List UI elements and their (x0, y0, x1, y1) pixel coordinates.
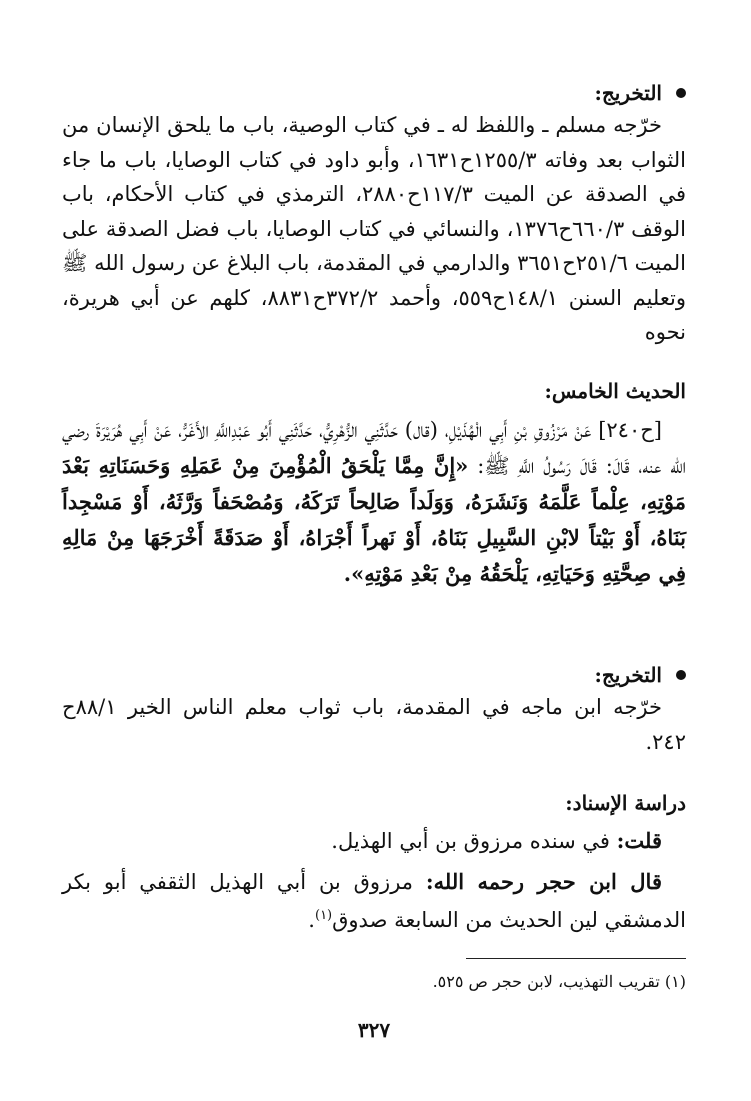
hadith-text (62, 412, 686, 592)
ibn-hajar-label: قال ابن حجر رحمه الله: (425, 868, 662, 894)
page-body (62, 78, 686, 1042)
takhrij-heading-2: التخريج: (62, 660, 686, 690)
takhrij-section-1 (62, 78, 686, 350)
qultu-paragraph (62, 824, 686, 859)
hadith-matn: «إِنَّ مِمَّا يَلْحَقُ الْمُؤْمِنَ مِنْ عَمَلِهِ وَحَسَنَاتِهِ بَعْدَ مَوْتِهِ، عِلْماً عَلَّمَهُ وَنَشَرَهُ، وَوَلَداً صَالِحاً تَرَكَهُ، وَمُصْحَفاً وَرَّثَهُ، أَوْ مَسْجِداً بَنَاهُ، أَوْ بَيْتاً لابْنِ السَّبِيلِ بَنَاهُ، أَوْ نَهراً أَجْرَاهُ، أَوْ صَدَقَةً أَخْرَجَهَا مِنْ مَالِهِ فِي صِحَّتِهِ وَحَيَاتِهِ، يَلْحَقُهُ مِنْ بَعْدِ مَوْتِهِ». (62, 453, 686, 586)
bullet-icon (676, 88, 686, 98)
qultu-label: قلت: (616, 828, 662, 853)
isnad-heading: دراسة الإسناد: (565, 791, 686, 815)
footnote-divider (466, 958, 686, 959)
hadith-section (62, 376, 686, 592)
ibn-hajar-end: . (308, 908, 315, 932)
hadith-chain: [ح٢٤٠] عَنْ مَرْزُوقِ بْنِ أَبِي الْهُذَيْلِ، (قال) حَدَّثَنِي الزُّهْرِيُّ، حَدَّثَنِي أَبُو عَبْدِاللَّهِ الأَغَرُّ، عَنْ أَبِي هُرَيْرَةَ رضي الله عنه، قَالَ: قَالَ رَسُولُ اللَّهِ ﷺ: (62, 418, 686, 478)
ibn-hajar-text: مرزوق بن أبي الهذيل الثقفي أبو بكر الدمشقي لين الحديث من السابعة صدوق (62, 869, 686, 932)
hadith-heading: الحديث الخامس: (544, 379, 686, 403)
takhrij-text-1: خرّجه مسلم ـ واللفظ له ـ في كتاب الوصية، باب ما يلحق الإنسان من الثواب بعد وفاته ١٢٥٥/٣ح١٦٣١، وأبو داود في كتاب الوصايا، باب ما جاء في الصدقة عن الميت ١١٧/٣ح٢٨٨٠، الترمذي في كتاب الأحكام، باب الوقف ٦٦٠/٣ح١٣٧٦، والنسائي في كتاب الوصايا، باب فضل الصدقة على الميت ٢٥١/٦ح٣٦٥١ والدارمي في المقدمة، باب البلاغ عن رسول الله ﷺ وتعليم السنن ١٤٨/١ح٥٥٩، وأحمد ٣٧٢/٢ح٨٨٣١، كلهم عن أبي هريرة، نحوه (62, 113, 686, 344)
footnote-ref[interactable]: (١) (314, 908, 333, 923)
takhrij-heading-1: التخريج: (62, 78, 686, 108)
takhrij-text-2: خرّجه ابن ماجه في المقدمة، باب ثواب معلم الناس الخير ٨٨/١ح ٢٤٢. (62, 695, 686, 754)
footnote: (١) تقريب التهذيب، لابن حجر ص ٥٢٥. (432, 972, 686, 991)
ibn-hajar-paragraph (62, 865, 686, 938)
takhrij-section-2 (62, 660, 686, 759)
bullet-icon (676, 670, 686, 680)
page-number: ٣٢٧ (357, 1018, 391, 1042)
isnad-section (62, 788, 686, 938)
qultu-text: في سنده مرزوق بن أبي الهذيل. (331, 829, 617, 853)
